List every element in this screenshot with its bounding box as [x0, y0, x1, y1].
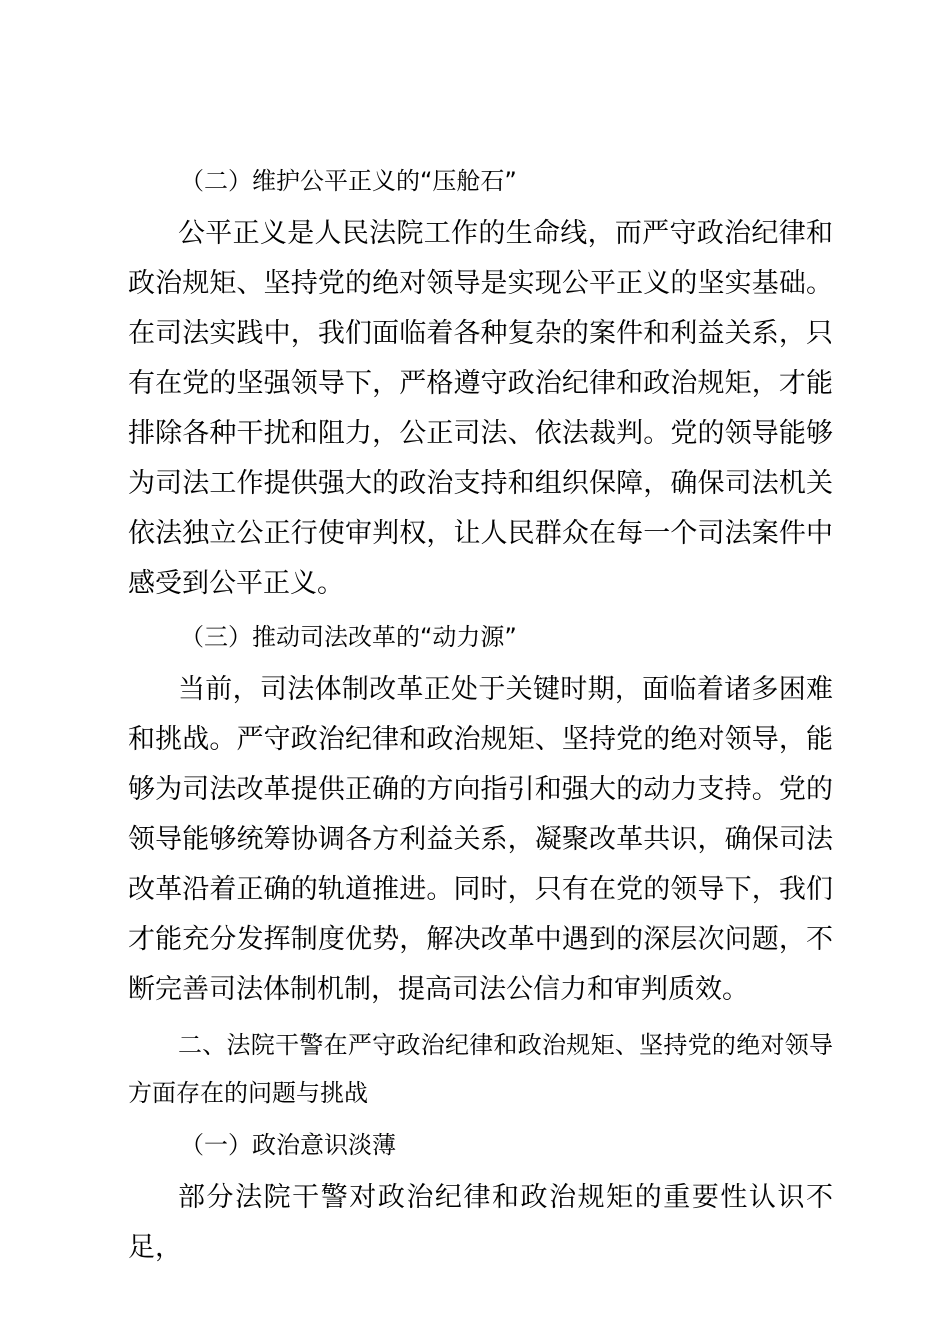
subheading-2-1: （一）政治意识淡薄	[180, 1131, 396, 1159]
document-body	[128, 157, 833, 1273]
paragraph-reform: 当前，司法体制改革正处于关键时期，面临着诸多困难和挑战。严守政治纪律和政治规矩、坚持党的绝对领导，能够为司法改革提供正确的方向指引和强大的动力支持。党的领导能够统筹协调各方利益关系，凝聚改革共识，确保司法改革沿着正确的轨道推进。同时，只有在党的领导下，我们才能充分发挥制度优势，解决改革中遇到的深层次问题，不断完善司法体制机制，提高司法公信力和审判质效。	[128, 674, 833, 1005]
subheading-3: （三）推动司法改革的“动力源”	[180, 623, 517, 651]
subheading-2: （二）维护公平正义的“压舱石”	[180, 167, 517, 195]
paragraph-political-awareness: 部分法院干警对政治纪律和政治规矩的重要性认识不足，	[128, 1182, 833, 1263]
section-title-2: 二、法院干警在严守政治纪律和政治规矩、坚持党的绝对领导方面存在的问题与挑战	[128, 1031, 833, 1107]
paragraph-fairness: 公平正义是人民法院工作的生命线，而严守政治纪律和政治规矩、坚持党的绝对领导是实现公平正义的坚实基础。在司法实践中，我们面临着各种复杂的案件和利益关系，只有在党的坚强领导下，严格遵守政治纪律和政治规矩，才能排除各种干扰和阻力，公正司法、依法裁判。党的领导能够为司法工作提供强大的政治支持和组织保障，确保司法机关依法独立公正行使审判权，让人民群众在每一个司法案件中感受到公平正义。	[128, 218, 833, 599]
